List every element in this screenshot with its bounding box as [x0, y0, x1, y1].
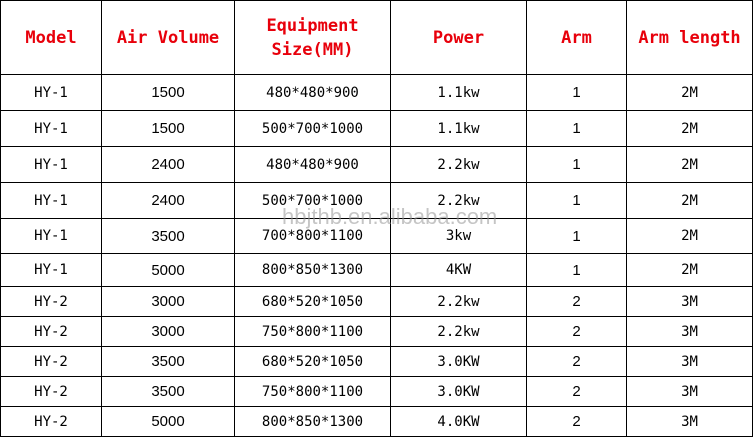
cell-size: 700*800*1100	[235, 219, 391, 254]
cell-power: 2.2kw	[391, 287, 527, 317]
cell-arm-length: 2M	[627, 219, 753, 254]
cell-arm-length: 2M	[627, 111, 753, 147]
cell-size: 500*700*1000	[235, 183, 391, 219]
cell-size: 750*800*1100	[235, 377, 391, 407]
cell-air-volume: 5000	[102, 254, 235, 287]
cell-model: HY-2	[1, 317, 102, 347]
cell-size: 480*480*900	[235, 147, 391, 183]
cell-power: 3.0KW	[391, 377, 527, 407]
cell-power: 2.2kw	[391, 317, 527, 347]
cell-power: 2.2kw	[391, 183, 527, 219]
cell-model: HY-2	[1, 347, 102, 377]
table-row	[1, 147, 753, 183]
cell-air-volume: 3000	[102, 317, 235, 347]
cell-size: 750*800*1100	[235, 317, 391, 347]
cell-arm: 2	[527, 317, 627, 347]
cell-model: HY-1	[1, 75, 102, 111]
header-model: Model	[1, 1, 102, 75]
table-row	[1, 347, 753, 377]
cell-arm-length: 3M	[627, 377, 753, 407]
table-row	[1, 183, 753, 219]
cell-power: 1.1kw	[391, 75, 527, 111]
cell-air-volume: 2400	[102, 147, 235, 183]
table-body	[1, 75, 753, 437]
cell-arm: 2	[527, 407, 627, 437]
header-arm: Arm	[527, 1, 627, 75]
cell-power: 4KW	[391, 254, 527, 287]
header-air-volume: Air Volume	[102, 1, 235, 75]
cell-size: 680*520*1050	[235, 347, 391, 377]
cell-arm: 1	[527, 183, 627, 219]
header-arm-length: Arm length	[627, 1, 753, 75]
table-row	[1, 219, 753, 254]
cell-model: HY-2	[1, 407, 102, 437]
cell-arm: 1	[527, 75, 627, 111]
cell-arm-length: 3M	[627, 347, 753, 377]
header-power: Power	[391, 1, 527, 75]
cell-arm-length: 3M	[627, 287, 753, 317]
cell-model: HY-2	[1, 377, 102, 407]
cell-size: 480*480*900	[235, 75, 391, 111]
cell-arm-length: 2M	[627, 147, 753, 183]
cell-arm: 1	[527, 219, 627, 254]
cell-air-volume: 1500	[102, 75, 235, 111]
cell-model: HY-1	[1, 183, 102, 219]
cell-arm-length: 3M	[627, 407, 753, 437]
cell-air-volume: 3500	[102, 219, 235, 254]
cell-power: 4.0KW	[391, 407, 527, 437]
header-equipment-size	[235, 1, 391, 75]
header-equipment-size-line2: Size(MM)	[271, 39, 354, 60]
cell-air-volume: 3000	[102, 287, 235, 317]
table-row	[1, 287, 753, 317]
cell-arm: 2	[527, 287, 627, 317]
header-equipment-size-line1: Equipment	[266, 15, 359, 36]
header-row	[1, 1, 753, 75]
cell-arm: 1	[527, 111, 627, 147]
cell-model: HY-1	[1, 111, 102, 147]
cell-air-volume: 5000	[102, 407, 235, 437]
cell-power: 1.1kw	[391, 111, 527, 147]
table-row	[1, 75, 753, 111]
cell-air-volume: 3500	[102, 377, 235, 407]
cell-size: 800*850*1300	[235, 254, 391, 287]
cell-size: 500*700*1000	[235, 111, 391, 147]
cell-air-volume: 1500	[102, 111, 235, 147]
cell-arm-length: 2M	[627, 254, 753, 287]
cell-arm: 2	[527, 377, 627, 407]
watermark: hbjthb.en.alibaba.com	[282, 204, 498, 229]
cell-model: HY-1	[1, 254, 102, 287]
table-row	[1, 111, 753, 147]
table-row	[1, 407, 753, 437]
cell-arm-length: 3M	[627, 317, 753, 347]
table-row	[1, 317, 753, 347]
cell-arm: 1	[527, 147, 627, 183]
cell-model: HY-1	[1, 219, 102, 254]
cell-air-volume: 3500	[102, 347, 235, 377]
cell-arm-length: 2M	[627, 183, 753, 219]
cell-power: 3kw	[391, 219, 527, 254]
cell-size: 680*520*1050	[235, 287, 391, 317]
cell-power: 2.2kw	[391, 147, 527, 183]
cell-model: HY-1	[1, 147, 102, 183]
cell-arm: 1	[527, 254, 627, 287]
cell-air-volume: 2400	[102, 183, 235, 219]
cell-model: HY-2	[1, 287, 102, 317]
table-row	[1, 377, 753, 407]
table-row	[1, 254, 753, 287]
cell-size: 800*850*1300	[235, 407, 391, 437]
cell-power: 3.0KW	[391, 347, 527, 377]
cell-arm: 2	[527, 347, 627, 377]
cell-arm-length: 2M	[627, 75, 753, 111]
